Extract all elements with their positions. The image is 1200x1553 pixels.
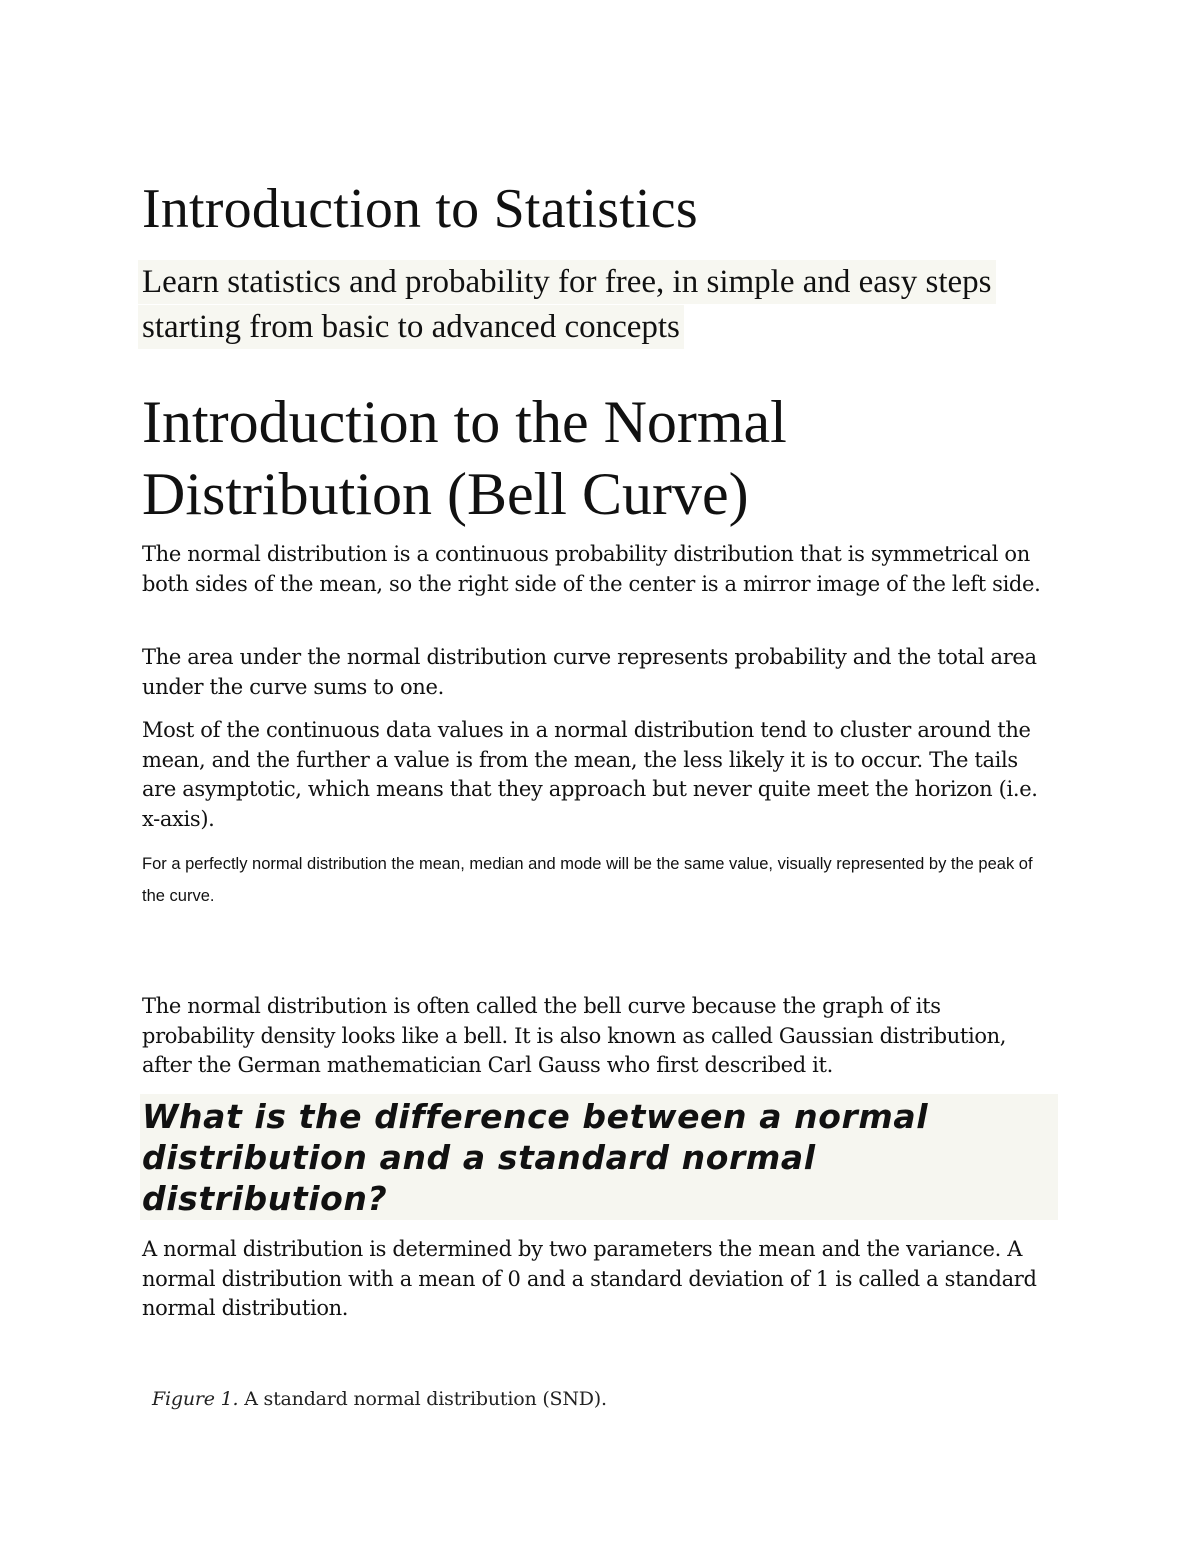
- question-block: [140, 1094, 1058, 1220]
- question-heading: What is the difference between a normal distribution and a standard normal distribution?: [142, 1097, 929, 1218]
- figure-caption: [152, 1384, 607, 1414]
- answer-paragraph: A normal distribution is determined by two parameters the mean and the variance. A normal distribution with a mean of 0 and a standard deviation of 1 is called a standard normal distribution.: [142, 1237, 1037, 1320]
- note-mean-median-mode: For a perfectly normal distribution the mean, median and mode will be the same value, visually represented by the peak of the curve.: [142, 855, 1033, 905]
- figure-label: Figure 1.: [152, 1388, 239, 1410]
- page-subtitle: [142, 260, 1022, 350]
- paragraph-bell-curve: The normal distribution is often called the bell curve because the graph of its probability density looks like a bell. It is also known as called Gaussian distribution, after the German mathematician Carl Gauss who first described it.: [142, 994, 1007, 1077]
- paragraph-area: The area under the normal distribution curve represents probability and the total area under the curve sums to one.: [142, 645, 1037, 699]
- section-heading: Introduction to the Normal Distribution (Bell Curve): [142, 389, 787, 527]
- page-title: Introduction to Statistics: [142, 178, 698, 240]
- figure-caption-text: A standard normal distribution (SND).: [238, 1388, 607, 1410]
- subtitle-text: Learn statistics and probability for free, in simple and easy steps starting from basic to advanced concepts: [142, 264, 992, 345]
- paragraph-cluster: Most of the continuous data values in a normal distribution tend to cluster around the mean, and the further a value is from the mean, the less likely it is to occur. The tails are asymptotic, which means that they approach but never quite meet the horizon (i.e. x-axis).: [142, 718, 1038, 831]
- paragraph-definition: The normal distribution is a continuous probability distribution that is symmetrical on both sides of the mean, so the right side of the center is a mirror image of the left side.: [142, 542, 1041, 596]
